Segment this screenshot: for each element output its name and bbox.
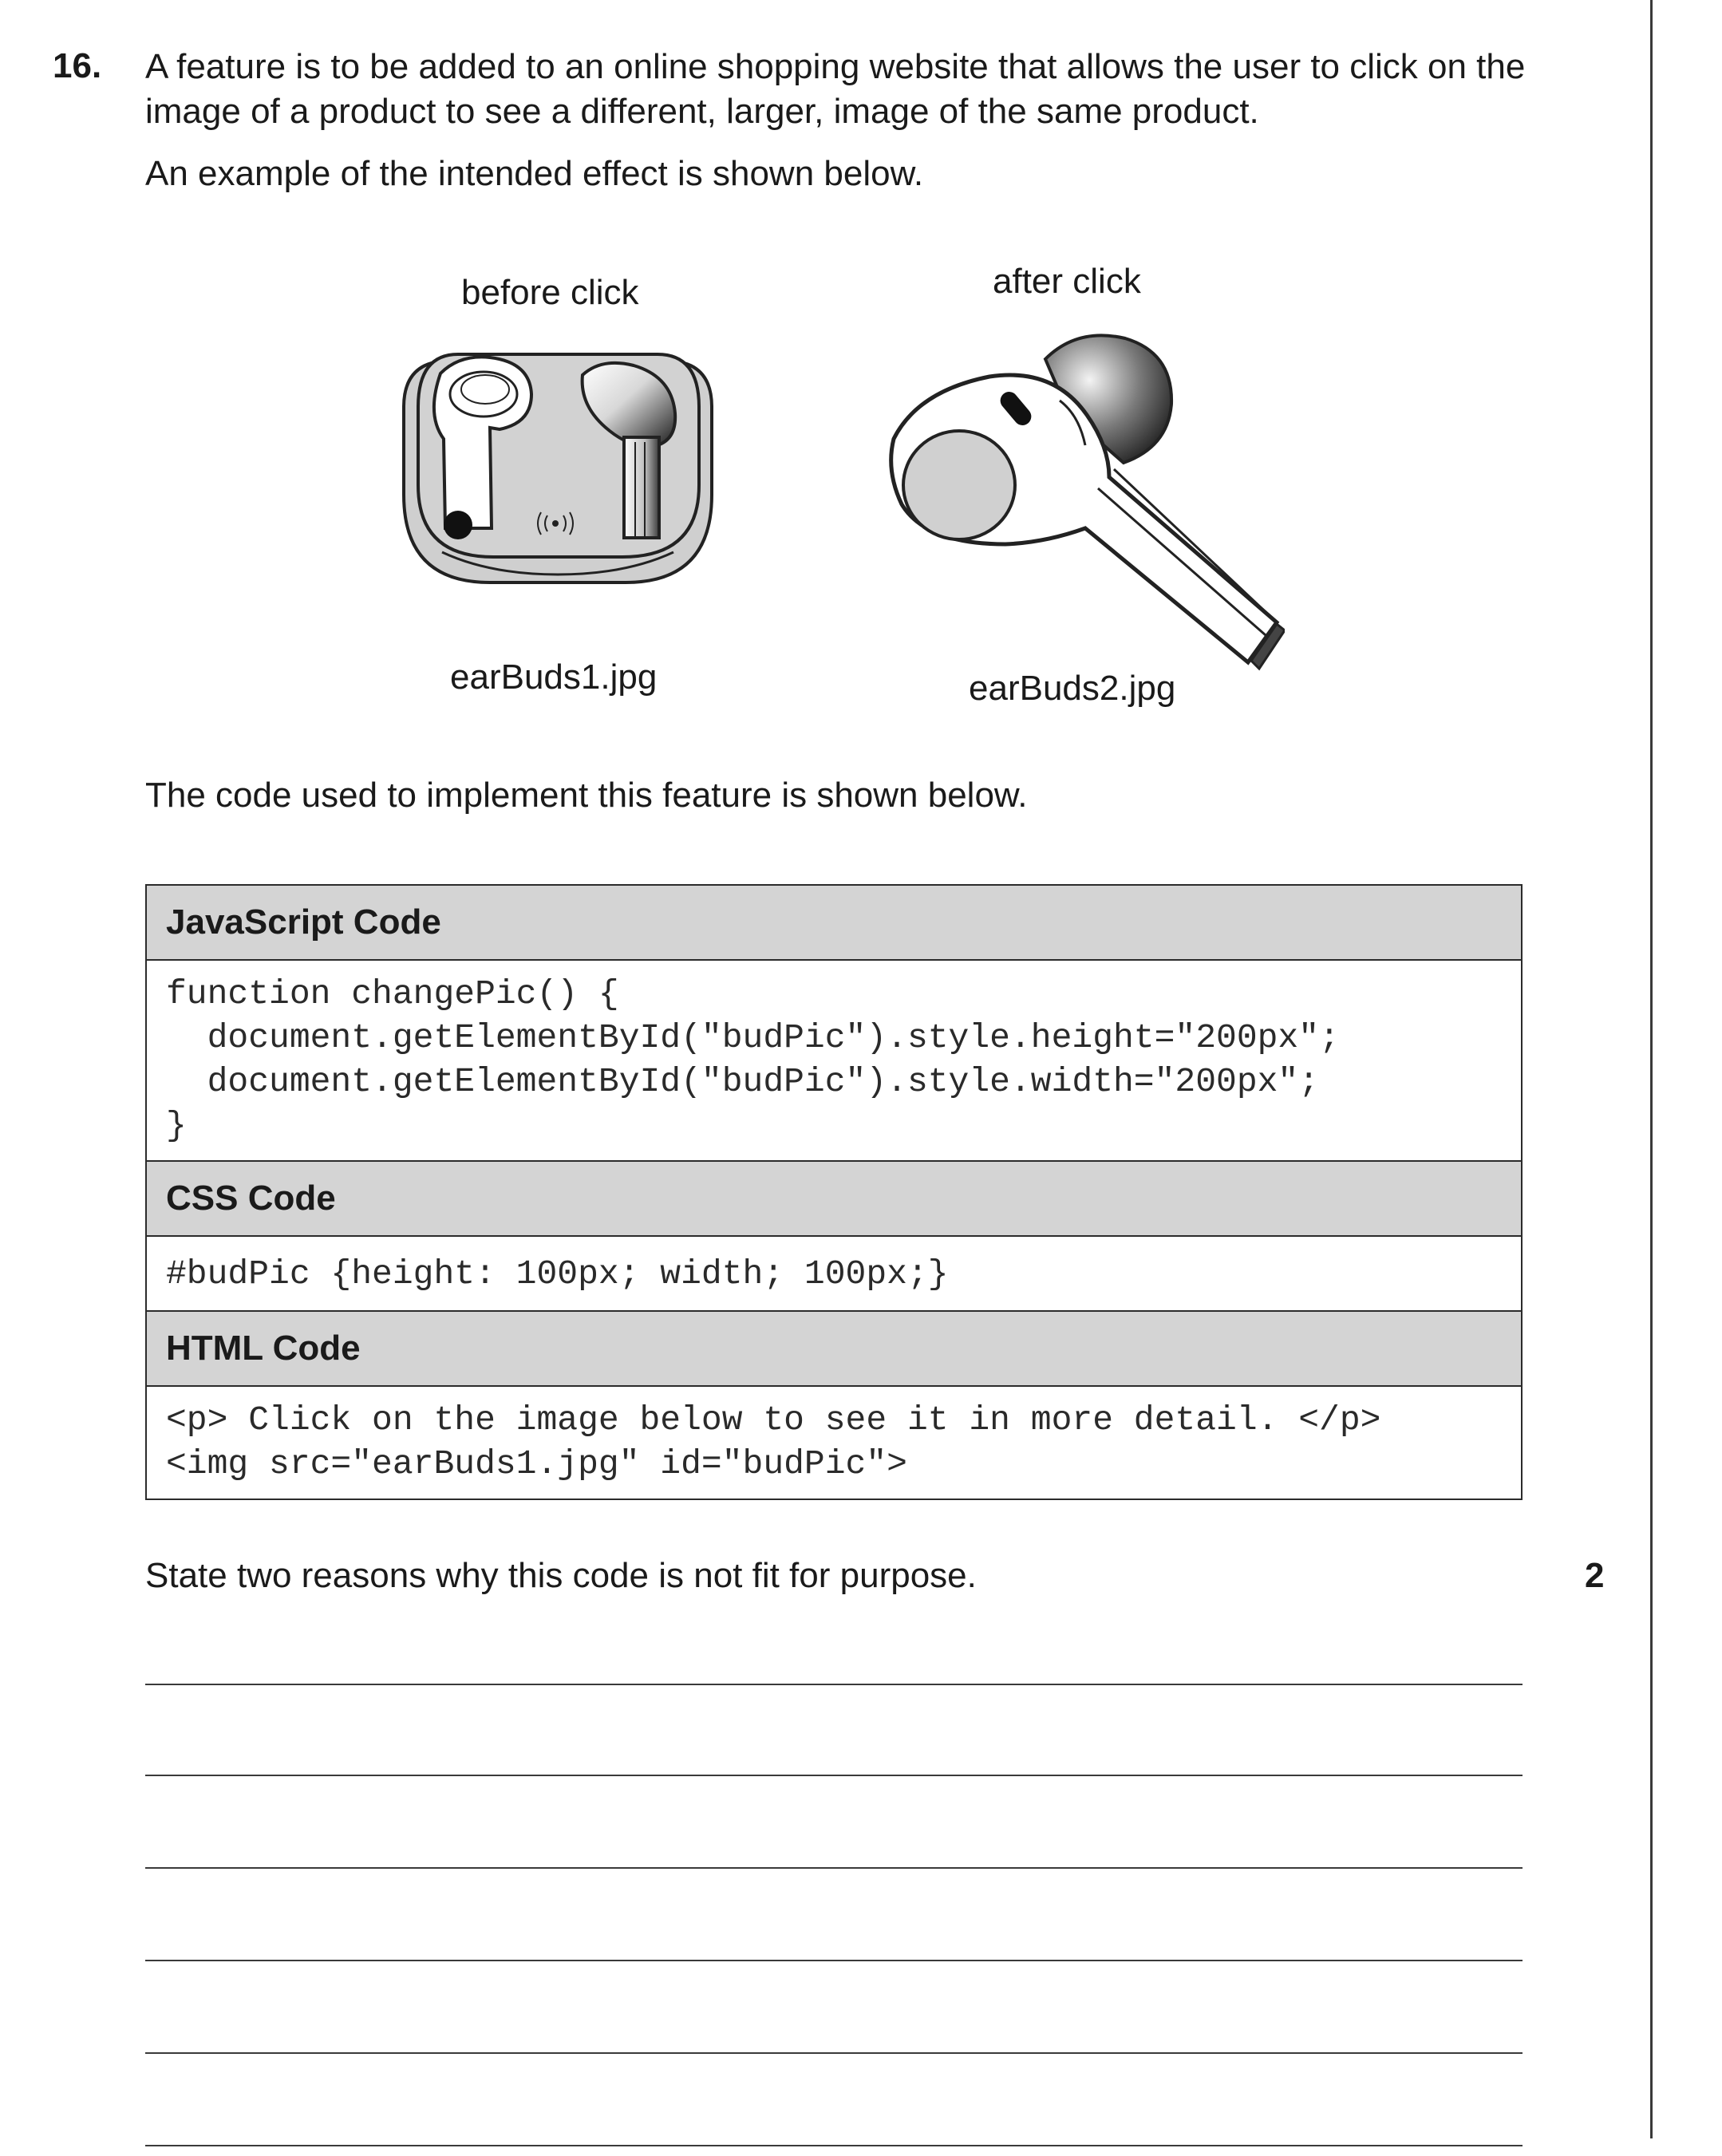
after-click-label: after click	[993, 262, 1141, 301]
after-file-caption: earBuds2.jpg	[969, 669, 1176, 708]
question-intro	[145, 45, 1629, 214]
javascript-header: JavaScript Code	[147, 886, 1521, 961]
before-file-caption: earBuds1.jpg	[450, 657, 658, 697]
css-code: #budPic {height: 100px; width; 100px;}	[147, 1237, 1521, 1312]
answer-line[interactable]	[145, 1684, 1523, 1685]
answer-line[interactable]	[145, 1960, 1523, 1961]
question-number: 16.	[53, 46, 102, 85]
marks-value: 2	[1585, 1556, 1605, 1595]
html-header: HTML Code	[147, 1312, 1521, 1387]
question-text: A feature is to be added to an online shopping website that allows the user to click on the image of a product to see a different, larger, image of the same product.	[145, 47, 1526, 131]
javascript-code: function changePic() { document.getElementById("budPic").style.height="200px"; document.getElementById("budPic").style.width="200px"; }	[147, 961, 1521, 1162]
before-click-label: before click	[461, 273, 639, 312]
single-earbud-image	[870, 327, 1285, 694]
code-intro-text: The code used to implement this feature is shown below.	[145, 776, 1028, 815]
earbuds-case-image	[394, 343, 721, 590]
answer-line[interactable]	[145, 2145, 1523, 2146]
task-prompt: State two reasons why this code is not fit for purpose.	[145, 1556, 977, 1595]
example-text: An example of the intended effect is shown below.	[145, 154, 924, 193]
answer-line[interactable]	[145, 1867, 1523, 1869]
html-code: <p> Click on the image below to see it in more detail. </p> <img src="earBuds1.jpg" id="budPic">	[166, 1400, 1381, 1483]
answer-line[interactable]	[145, 2052, 1523, 2054]
answer-line[interactable]	[145, 1775, 1523, 1776]
css-header: CSS Code	[147, 1162, 1521, 1237]
margin-rule	[1650, 0, 1653, 2138]
code-table	[145, 884, 1523, 1500]
